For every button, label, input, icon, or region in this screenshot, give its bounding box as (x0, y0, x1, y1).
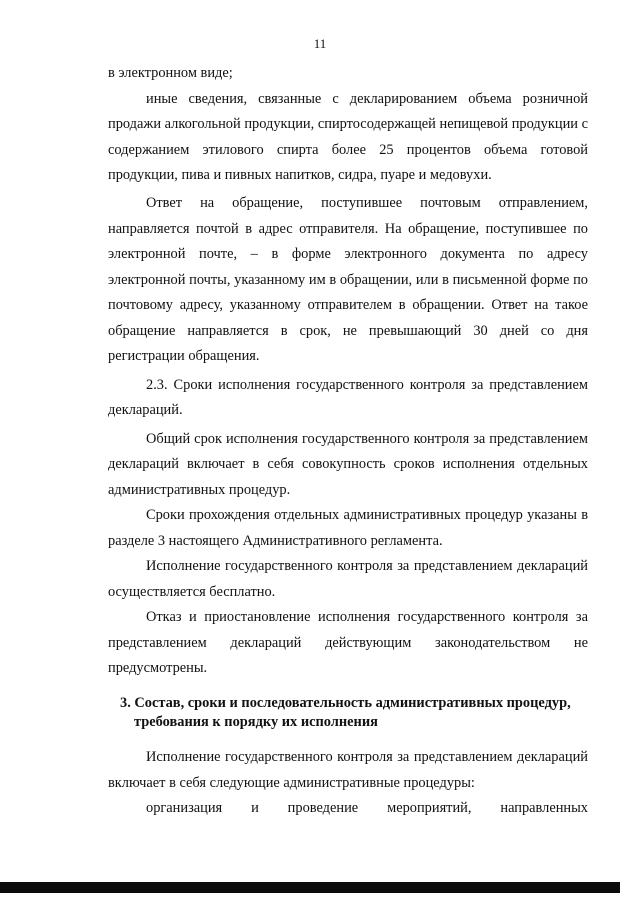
paragraph-procedures-intro: Исполнение государственного контроля за представлением деклараций включает в себя следующие административные процедуры: (108, 749, 588, 791)
body-text-answer (108, 191, 588, 682)
section-heading: 3. Состав, сроки и последовательность административных процедур, требования к порядку их исполнения (120, 695, 571, 730)
body-text-procedures (108, 745, 588, 822)
page-number: 11 (313, 36, 327, 51)
paragraph-refusal-not-provided: Отказ и приостановление исполнения государственного контроля за представлением деклараций действующим законодательством не предусмотрены. (108, 609, 588, 676)
paragraph-electronic-form: в электронном виде; (108, 65, 233, 81)
scan-bottom-bar (0, 882, 620, 893)
paragraph-free-of-charge: Исполнение государственного контроля за представлением деклараций осуществляется бесплатно. (108, 558, 588, 600)
body-text (108, 61, 588, 189)
paragraph-answer-to-appeal: Ответ на обращение, поступившее почтовым отправлением, направляется почтой в адрес отправителя. На обращение, поступившее по электронной почте, – в форме электронного документа по адресу электронной почты, указанному им в обращении, или в письменной форме по почтовому адресу, указанному отправителем в обращении. Ответ на такое обращение направляется в срок, не превышающий 30 дней со дня регистрации обращения. (108, 195, 588, 364)
paragraph-procedure-terms: Сроки прохождения отдельных административных процедур указаны в разделе 3 настоящего Административного регламента. (108, 507, 588, 549)
paragraph-total-term: Общий срок исполнения государственного контроля за представлением деклараций включает в себя совокупность сроков исполнения отдельных административных процедур. (108, 430, 588, 498)
paragraph-section-2-3: 2.3. Сроки исполнения государственного контроля за представлением деклараций. (108, 376, 588, 418)
section-3 (108, 694, 588, 732)
paragraph-procedures-first-item: организация и проведение мероприятий, направленных (146, 800, 588, 816)
paragraph-other-info: иные сведения, связанные с декларированием объема розничной продажи алкогольной продукции, спиртосодержащей непищевой продукции с содержанием этилового спирта более 25 процентов объема готовой продукции, пива и пивных напитков, сидра, пуаре и медовухи. (108, 90, 588, 183)
